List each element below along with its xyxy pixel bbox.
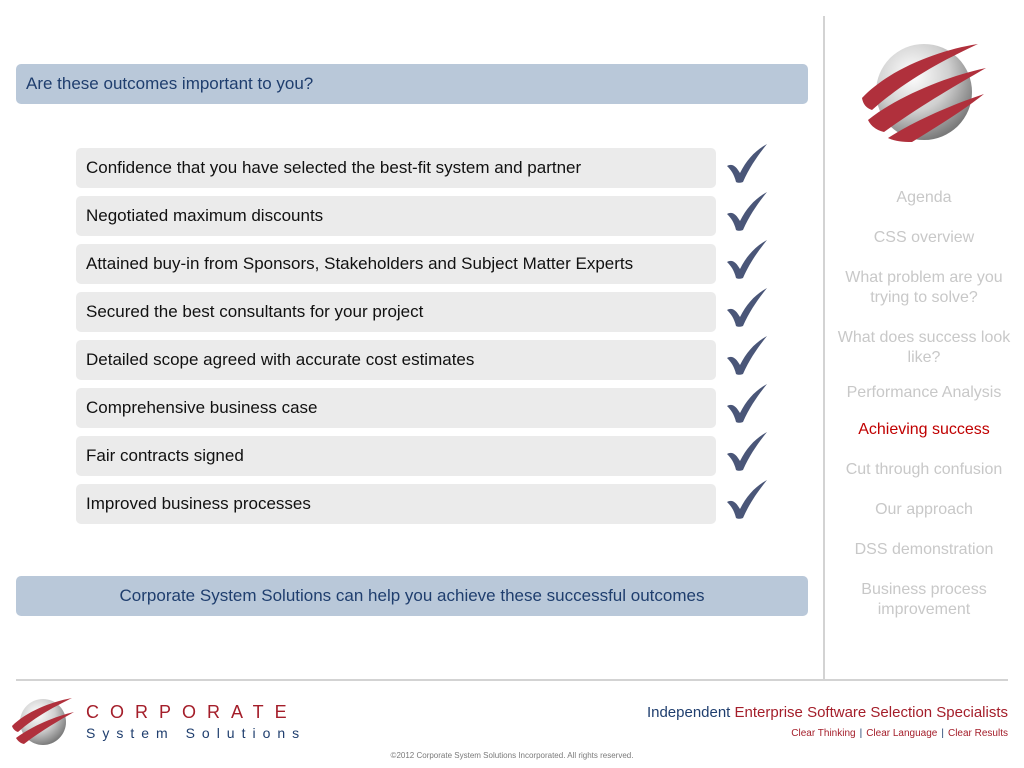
motto-links: Clear Thinking | Clear Language | Clear Results <box>791 728 1008 739</box>
outcome-item <box>76 292 716 332</box>
outcome-label: Secured the best consultants for your project <box>86 302 424 321</box>
nav-item-cut-through-confusion[interactable]: Cut through confusion <box>845 461 1003 478</box>
outcome-item <box>76 148 716 188</box>
nav-item-business-process[interactable]: Business process improvement <box>861 581 987 618</box>
checkmark-icon <box>724 286 770 328</box>
tagline-independent: Independent <box>646 704 731 721</box>
brand-subtitle: System Solutions <box>86 725 307 741</box>
vertical-divider <box>823 16 825 680</box>
checkmark-icon <box>724 334 770 376</box>
nav-item-performance-analysis[interactable]: Performance Analysis <box>846 384 1002 401</box>
globe-logo-icon <box>858 40 990 144</box>
question-text: Are these outcomes important to you? <box>26 74 314 93</box>
outcome-label: Comprehensive business case <box>86 398 318 417</box>
checkmark-icon <box>724 382 770 424</box>
outcome-label: Negotiated maximum discounts <box>86 206 324 225</box>
nav-item-agenda[interactable]: Agenda <box>896 189 952 206</box>
brand-name: CORPORATE <box>86 702 298 722</box>
outcome-item <box>76 196 716 236</box>
nav-item-problem[interactable]: What problem are you trying to solve? <box>845 269 1003 306</box>
nav-item-success[interactable]: What does success look like? <box>837 329 1011 366</box>
outcome-label: Confidence that you have selected the best-fit system and partner <box>86 158 582 177</box>
sidebar-nav <box>830 188 1018 620</box>
outcome-label: Fair contracts signed <box>86 446 244 465</box>
nav-item-our-approach[interactable]: Our approach <box>875 501 973 518</box>
motto-clear-language: Clear Language <box>866 728 938 739</box>
checkmark-icon <box>724 430 770 472</box>
outcome-item <box>76 388 716 428</box>
outcomes-list <box>76 148 776 532</box>
checkmark-icon <box>724 238 770 280</box>
outcome-item <box>76 436 716 476</box>
nav-item-css-overview[interactable]: CSS overview <box>873 229 975 246</box>
question-banner <box>16 64 808 104</box>
motto-clear-results: Clear Results <box>947 728 1008 739</box>
copyright: ©2012 Corporate System Solutions Incorporated. All rights reserved. <box>390 751 634 760</box>
summary-banner <box>16 576 808 616</box>
horizontal-divider <box>16 679 1008 681</box>
brand-logo-icon <box>10 696 76 748</box>
checkmark-icon <box>724 142 770 184</box>
outcome-label: Detailed scope agreed with accurate cost estimates <box>86 350 475 369</box>
nav-item-dss-demonstration[interactable]: DSS demonstration <box>854 541 994 558</box>
checkmark-icon <box>724 190 770 232</box>
outcome-label: Attained buy-in from Sponsors, Stakeholders and Subject Matter Experts <box>86 254 634 273</box>
tagline <box>647 704 1008 721</box>
outcome-item <box>76 340 716 380</box>
checkmark-icon <box>724 478 770 520</box>
motto-clear-thinking: Clear Thinking <box>791 728 856 739</box>
outcome-item <box>76 244 716 284</box>
tagline-specialists: Enterprise Software Selection Specialists <box>734 704 1008 721</box>
outcome-label: Improved business processes <box>86 494 311 513</box>
summary-text: Corporate System Solutions can help you achieve these successful outcomes <box>119 586 705 605</box>
outcome-item <box>76 484 716 524</box>
nav-item-achieving-success[interactable]: Achieving success <box>858 421 990 438</box>
